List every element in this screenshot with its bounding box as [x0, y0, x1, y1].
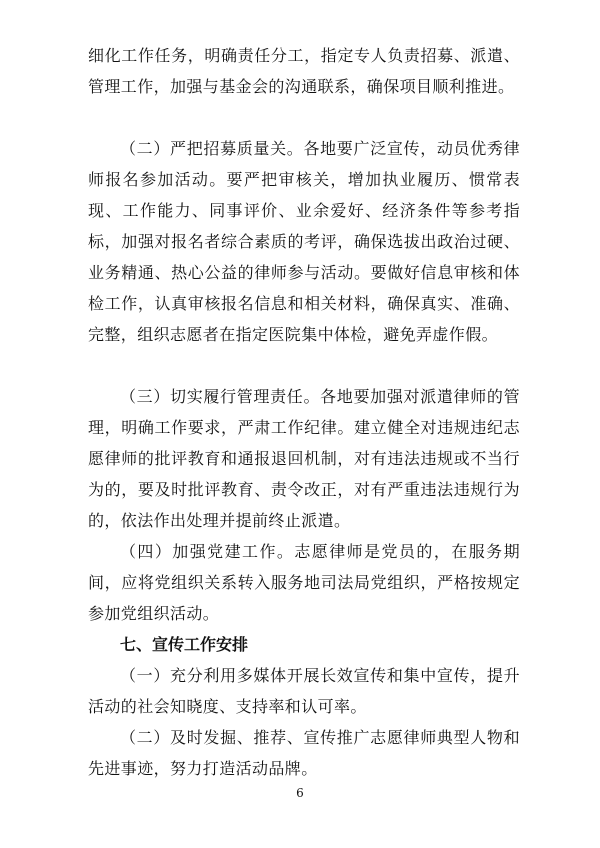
paragraph-continuation: 细化工作任务，明确责任分工，指定专人负责招募、派遣、管理工作，加强与基金会的沟通联系，确保项目顺利推进。 — [88, 46, 520, 96]
paragraph-publicity-models: （二）及时发掘、推荐、宣传推广志愿律师典型人物和先进事迹，努力打造活动品牌。 — [88, 728, 520, 778]
paragraph-party-building: （四）加强党建工作。志愿律师是党员的，在服务期间，应将党组织关系转入服务地司法局党组织，严格按规定参加党组织活动。 — [88, 542, 520, 623]
page-number: 6 — [296, 786, 304, 800]
paragraph-publicity-media: （一）充分利用多媒体开展长效宣传和集中宣传，提升活动的社会知晓度、支持率和认可率。 — [88, 666, 520, 716]
paragraph-recruitment-quality: （二）严把招募质量关。各地要广泛宣传，动员优秀律师报名参加活动。要严把审核关，增加执业履历、惯常表现、工作能力、同事评价、业余爱好、经济条件等参考指标，加强对报名者综合素质的考评，确保选拔出政治过硬、业务精通、热心公益的律师参与活动。要做好信息审核和体检工作，认真审核报名信息和相关材料，确保真实、准确、完整，组织志愿者在指定医院集中体检，避免弄虚作假。 — [88, 139, 520, 344]
section-heading: 七、宣传工作安排 — [120, 635, 249, 654]
paragraph-management-responsibility: （三）切实履行管理责任。各地要加强对派遣律师的管理，明确工作要求，严肃工作纪律。建立健全对违规违纪志愿律师的批评教育和通报退回机制，对有违法违规或不当行为的，要及时批评教育、责令改正，对有严重违法违规行为的，依法作出处理并提前终止派遣。 — [88, 387, 520, 530]
